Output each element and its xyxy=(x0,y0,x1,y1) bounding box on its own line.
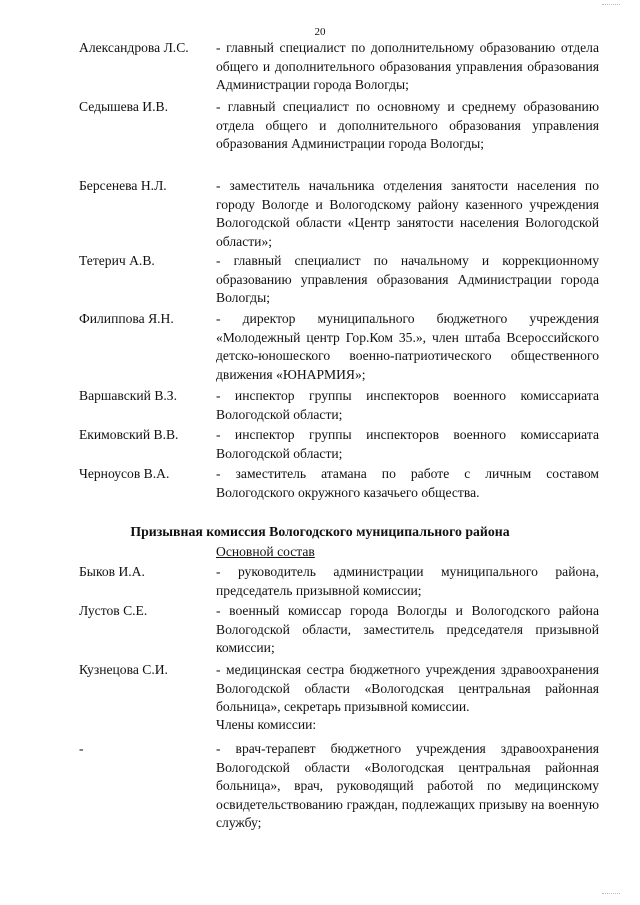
person-role: - инспектор группы инспекторов военного комиссариата Вологодской области; xyxy=(216,388,599,422)
person-name: Тетерич А.В. xyxy=(79,253,155,268)
page-number: 20 xyxy=(314,26,326,38)
person-role: - директор муниципального бюджетного учреждения «Молодежный центр Гор.Ком 35.», член штаба Всероссийского детско-юношеского военно-патриотического общественного движения «ЮНАРМИЯ»; xyxy=(216,311,599,382)
person-role: - главный специалист по дополнительному образованию отдела общего и дополнительного образования управления образования Администрации города Вологды; xyxy=(216,40,599,92)
scan-artifact xyxy=(602,4,620,8)
person-role: - главный специалист по основному и среднему образованию отдела общего и дополнительного образования управления образования Администрации города Вологды; xyxy=(216,99,599,151)
person-name: Варшавский В.З. xyxy=(79,388,177,403)
members-label: Члены комиссии: xyxy=(216,717,317,732)
person-role: - руководитель администрации муниципального района, председатель призывной комиссии; xyxy=(216,564,599,598)
person-name: Черноусов В.А. xyxy=(79,466,170,481)
list-item xyxy=(79,177,599,251)
person-role: - военный комиссар города Вологды и Вологодского района Вологодской области, заместитель председателя призывной комиссии; xyxy=(216,603,599,655)
list-item xyxy=(79,426,599,463)
person-name: Берсенева Н.Л. xyxy=(79,178,167,193)
person-name: Кузнецова С.И. xyxy=(79,662,168,677)
list-item xyxy=(79,98,599,154)
list-item xyxy=(79,602,599,658)
list-item xyxy=(79,252,599,308)
person-name: Екимовский В.В. xyxy=(79,427,179,442)
list-item xyxy=(79,563,599,600)
list-item xyxy=(79,661,599,717)
person-name: Филиппова Я.Н. xyxy=(79,311,174,326)
person-name: - xyxy=(79,741,84,756)
person-name: Седышева И.В. xyxy=(79,99,168,114)
person-role: - заместитель начальника отделения занятости населения по городу Вологде и Вологодскому району казенного учреждения Вологодской области «Центр занятости населения Вологодской области»; xyxy=(216,178,599,249)
list-item xyxy=(79,387,599,424)
person-role: - медицинская сестра бюджетного учреждения здравоохранения Вологодской области «Вологодская центральная районная больница», секретарь призывной комиссии. xyxy=(216,662,599,714)
list-item xyxy=(79,740,599,833)
scan-artifact xyxy=(602,893,620,897)
list-item xyxy=(79,310,599,384)
person-name: Быков И.А. xyxy=(79,564,145,579)
person-name: Лустов С.Е. xyxy=(79,603,148,618)
person-name: Александрова Л.С. xyxy=(79,40,189,55)
list-item xyxy=(79,465,599,502)
subsection-title: Основной состав xyxy=(216,544,315,559)
section-title: Призывная комиссия Вологодского муниципального района xyxy=(130,524,510,539)
person-role: - инспектор группы инспекторов военного комиссариата Вологодской области; xyxy=(216,427,599,461)
list-item xyxy=(79,39,599,95)
person-role: - главный специалист по начальному и коррекционному образованию управления образования Администрации города Вологды; xyxy=(216,253,599,305)
person-role: - врач-терапевт бюджетного учреждения здравоохранения Вологодской области «Вологодская центральная районная больница», врач, руководящий работой по медицинскому освидетельствованию граждан, подлежащих призыву на военную службу; xyxy=(216,741,599,830)
person-role: - заместитель атамана по работе с личным составом Вологодского окружного казачьего общества. xyxy=(216,466,599,500)
